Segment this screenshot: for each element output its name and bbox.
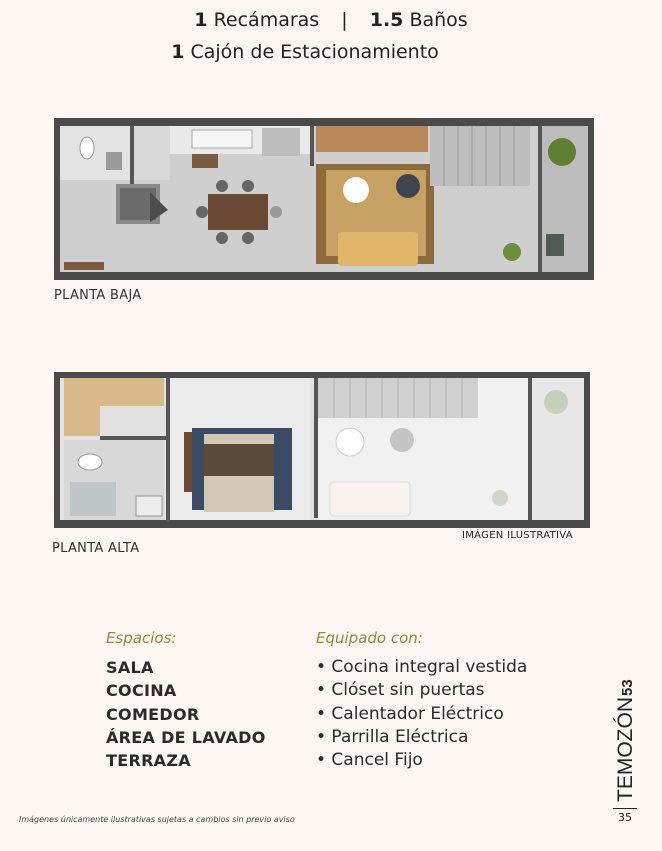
ground-floor-label: PLANTA BAJA bbox=[54, 288, 142, 303]
illustrative-image-note: IMÁGEN ILUSTRATIVA bbox=[462, 530, 573, 541]
bathrooms-label: Baños bbox=[409, 9, 468, 31]
bathrooms-count: 1.5 bbox=[369, 9, 404, 31]
bedrooms-label: Recámaras bbox=[213, 9, 320, 31]
list-item: • Parrilla Eléctrica bbox=[316, 726, 469, 747]
brand-number: 53 bbox=[619, 679, 636, 696]
espacios-title: Espacios: bbox=[106, 629, 177, 647]
equipado-title: Equipado con: bbox=[316, 629, 423, 647]
disclaimer-text: Imágenes únicamente ilustrativas sujetas a cambios sin previo aviso bbox=[19, 815, 295, 824]
list-item: COCINA bbox=[106, 681, 177, 701]
specs-separator: | bbox=[341, 9, 348, 31]
espacios-list bbox=[106, 656, 266, 772]
upper-floor-label: PLANTA ALTA bbox=[52, 541, 140, 556]
page-number: 35 bbox=[613, 808, 637, 824]
parking-count: 1 bbox=[171, 41, 185, 63]
list-item: SALA bbox=[106, 658, 154, 677]
list-item: • Cocina integral vestida bbox=[316, 657, 528, 677]
ground-floor-plan-image bbox=[54, 118, 594, 280]
parking-label: Cajón de Estacionamiento bbox=[190, 41, 439, 63]
equipado-list bbox=[316, 656, 527, 772]
list-item: COMEDOR bbox=[106, 704, 200, 724]
list-item: TERRAZA bbox=[106, 751, 191, 771]
bedrooms-count: 1 bbox=[194, 9, 208, 31]
unit-specs-line-1 bbox=[0, 9, 662, 31]
unit-specs-line-2 bbox=[0, 41, 610, 63]
list-item: • Clóset sin puertas bbox=[316, 680, 485, 701]
list-item: ÁREA DE LAVADO bbox=[106, 727, 266, 747]
list-item: • Calentador Eléctrico bbox=[316, 703, 504, 724]
brand-name: TEMOZÓN bbox=[614, 697, 637, 802]
upper-floor-plan-image bbox=[54, 372, 590, 528]
brand-logo bbox=[612, 676, 638, 804]
list-item: • Cancel Fijo bbox=[316, 750, 423, 771]
